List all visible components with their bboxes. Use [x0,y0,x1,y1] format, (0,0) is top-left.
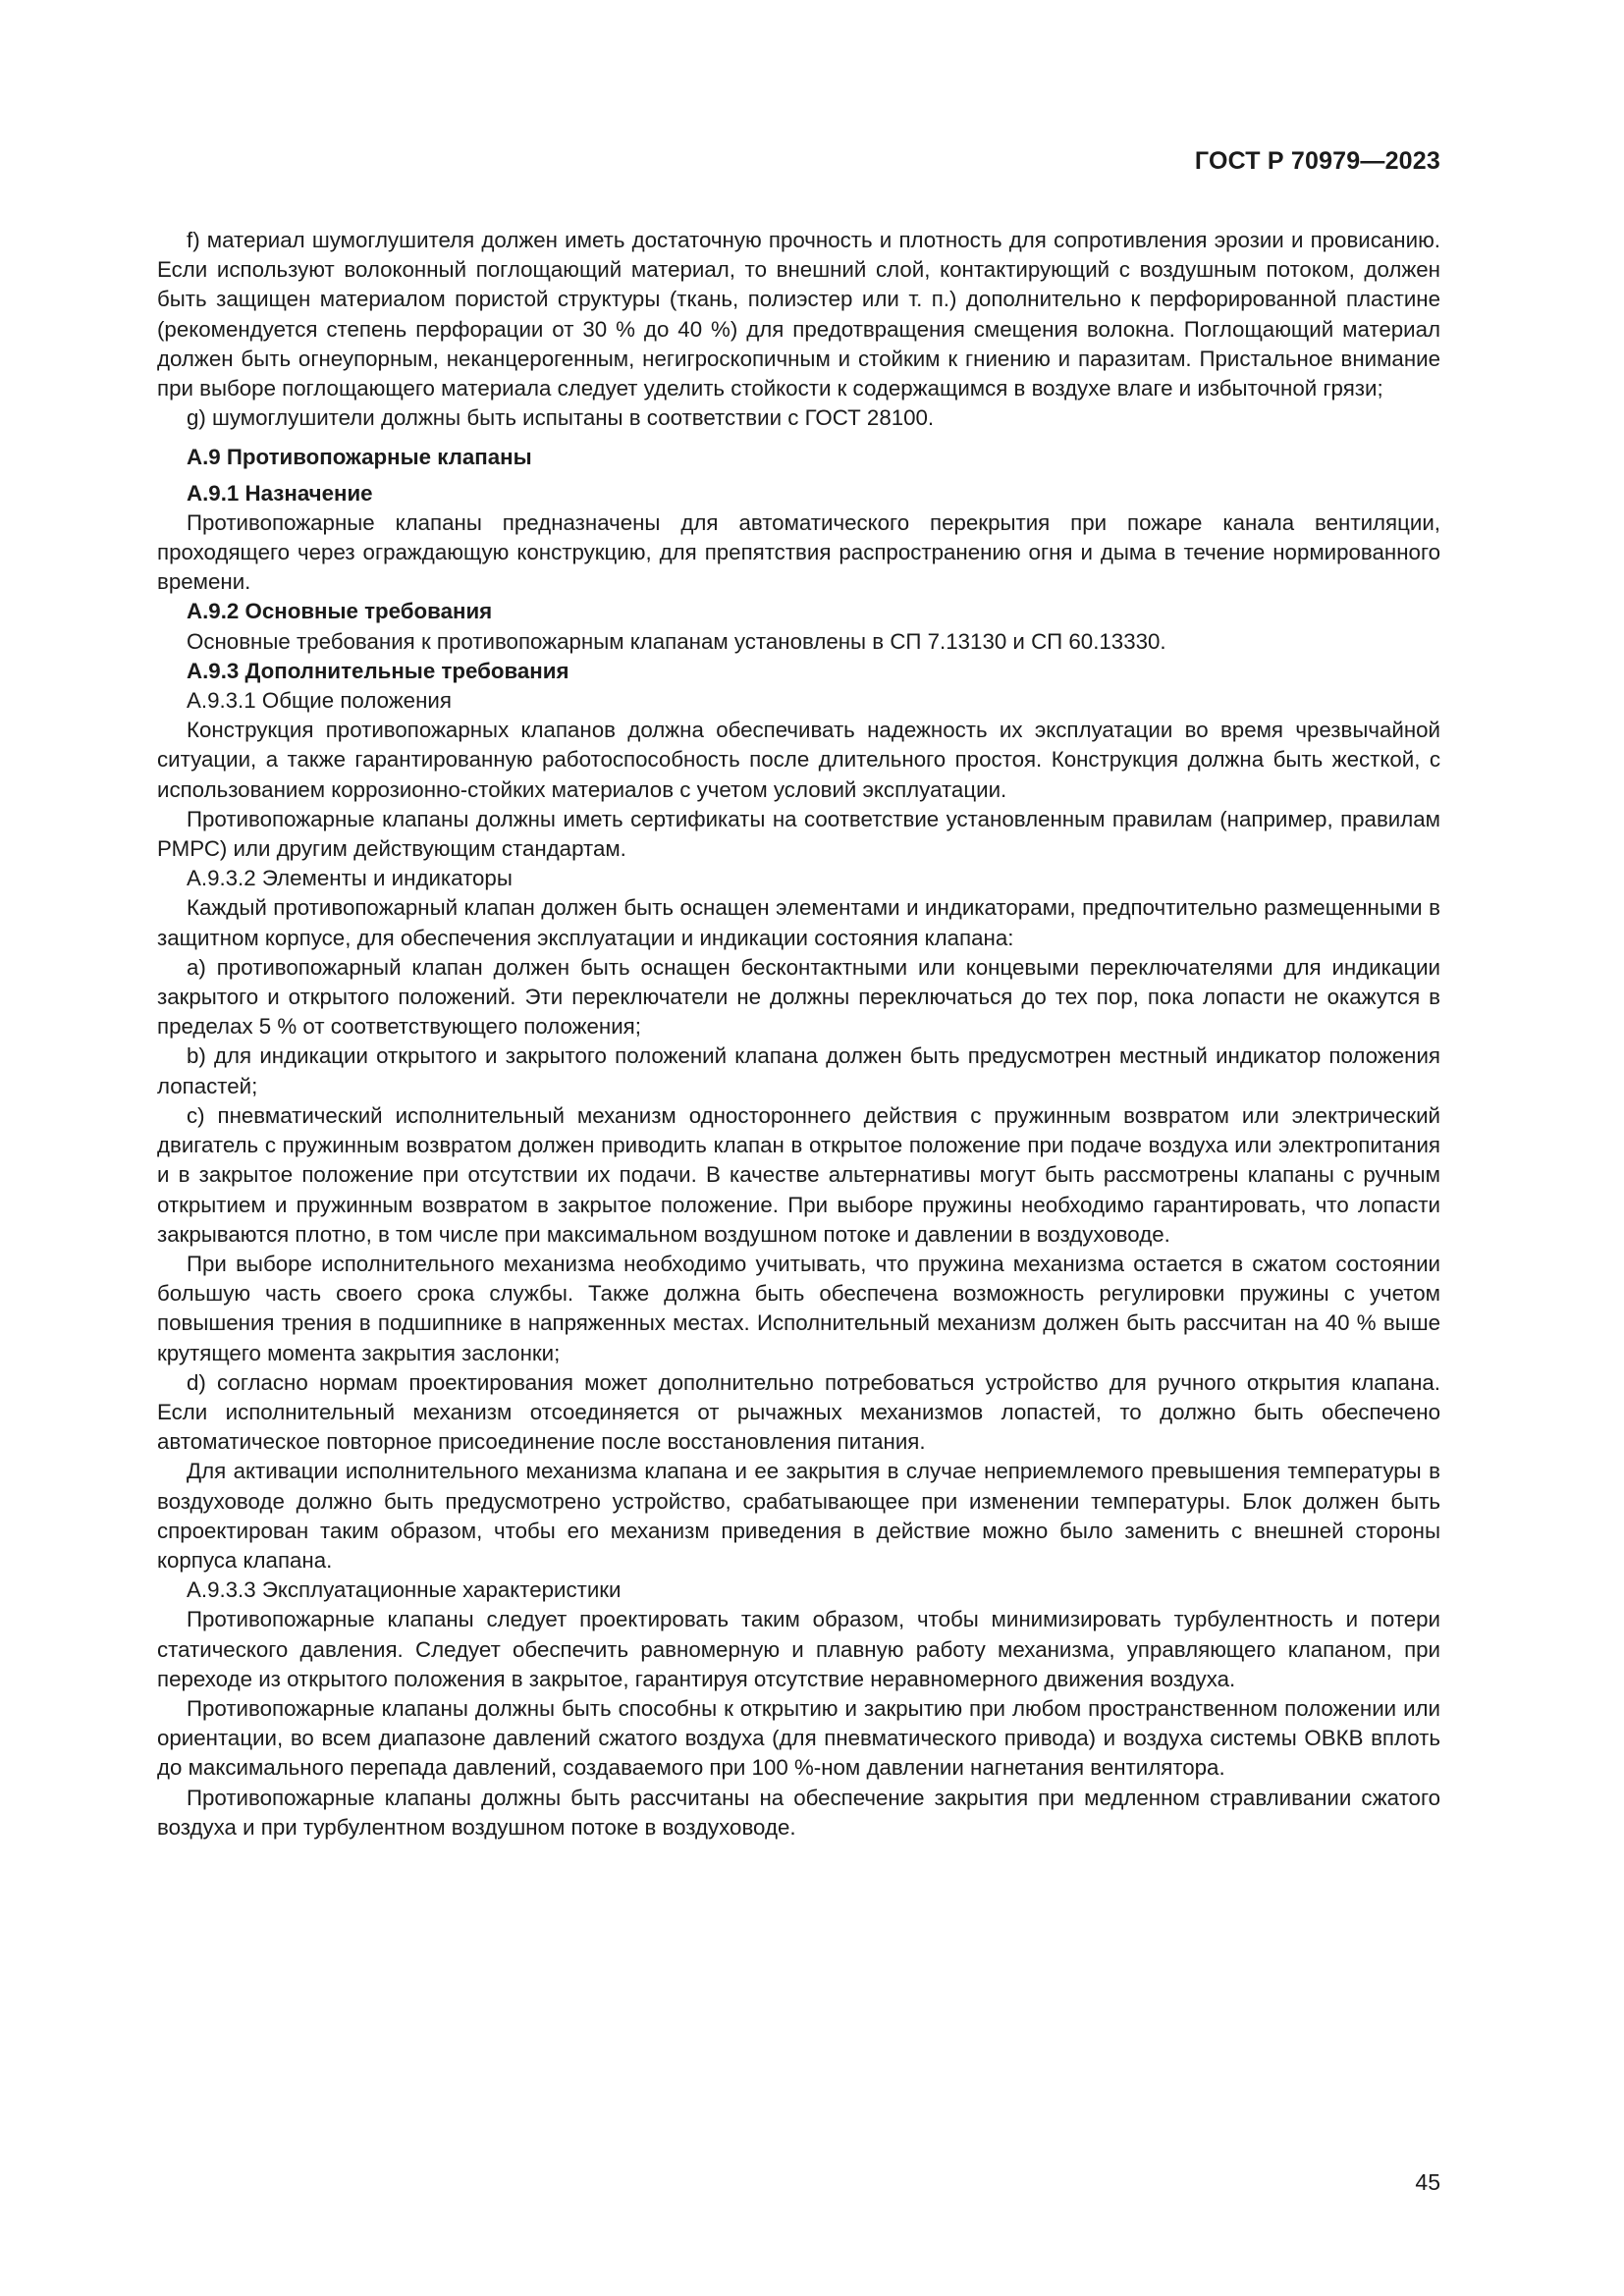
paragraph-a932-intro: Каждый противопожарный клапан должен быть оснащен элементами и индикаторами, предпочтительно размещенными в защитном корпусе, для обеспечения эксплуатации и индикации состояния клапана: [157,895,1440,950]
document-body [157,226,1440,1842]
page-number: 45 [1415,2169,1440,2195]
paragraph-a933-2: Противопожарные клапаны должны быть способны к открытию и закрытию при любом пространственном положении или ориентации, во всем диапазоне давлений сжатого воздуха (для пневматического привода) и воздуха системы ОВКВ вплоть до максимального перепада давлений, создаваемого при 100 %-ном давлении нагнетания вентилятора. [157,1695,1440,1781]
list-item-d: d) согласно нормам проектирования может дополнительно потребоваться устройство для ручного открытия клапана. Если исполнительный механизм отсоединяется от рычажных механизмов лопастей, то должно быть обеспечено автоматическое повторное присоединение после восстановления питания. [157,1369,1440,1455]
subsection-heading-a933: А.9.3.3 Эксплуатационные характеристики [187,1577,622,1603]
paragraph-c-continued: При выборе исполнительного механизма необходимо учитывать, что пружина механизма остается в сжатом состоянии большую часть своего срока службы. Также должна быть обеспечена возможность регулировки пружины с учетом повышения трения в подшипнике в напряженных местах. Исполнительный механизм должен быть рассчитан на 40 % выше крутящего момента закрытия заслонки; [157,1251,1440,1365]
paragraph-d-continued: Для активации исполнительного механизма клапана и ее закрытия в случае неприемлемого превышения температуры в воздуховоде должно быть предусмотрено устройство, срабатывающее при изменении температуры. Блок должен быть спроектирован таким образом, чтобы его механизм приведения в действие можно было заменить с внешней стороны корпуса клапана. [157,1459,1440,1573]
list-item-a: a) противопожарный клапан должен быть оснащен бесконтактными или концевыми переключателями для индикации закрытого и открытого положений. Эти переключатели не должны переключаться до тех пор, пока лопасти не окажутся в пределах 5 % от соответствующего положения; [157,954,1440,1040]
list-item-g: g) шумоглушители должны быть испытаны в соответствии с ГОСТ 28100. [187,405,935,431]
section-heading-a91: А.9.1 Назначение [187,480,373,506]
list-item-f: f) материал шумоглушителя должен иметь достаточную прочность и плотность для сопротивления эрозии и провисанию. Если используют волоконный поглощающий материал, то внешний слой, контактирующий с воздушным потоком, должен быть защищен материалом пористой структуры (ткань, полиэстер или т. п.) дополнительно к перфорированной пластине (рекомендуется степень перфорации от 30 % до 40 %) для предотвращения смещения волокна. Поглощающий материал должен быть огнеупорным, неканцерогенным, негигроскопичным и стойким к гниению и паразитам. Пристальное внимание при выборе поглощающего материала следует уделить стойкости к содержащимся в воздухе влаге и избыточной грязи; [157,228,1440,401]
list-item-c: c) пневматический исполнительный механизм одностороннего действия с пружинным возвратом или электрический двигатель с пружинным возвратом должен приводить клапан в открытое положение при подаче воздуха или электропитания и в закрытое положение при отсутствии их подачи. В качестве альтернативы могут быть рассмотрены клапаны с ручным открытием и пружинным возвратом в закрытое положение. При выборе пружины необходимо гарантировать, что лопасти закрываются плотно, в том числе при максимальном воздушном потоке и давлении в воздуховоде. [157,1102,1440,1247]
section-heading-a9: А.9 Противопожарные клапаны [187,445,532,470]
section-heading-a93: А.9.3 Дополнительные требования [187,658,569,683]
paragraph-a933-1: Противопожарные клапаны следует проектировать таким образом, чтобы минимизировать турбулентность и потери статического давления. Следует обеспечить равномерную и плавную работу механизма, управляющего клапаном, при переходе из открытого положения в закрытое, гарантируя отсутствие неравномерного движения воздуха. [157,1607,1440,1691]
list-item-b: b) для индикации открытого и закрытого положений клапана должен быть предусмотрен местный индикатор положения лопастей; [157,1043,1440,1098]
paragraph-a933-3: Противопожарные клапаны должны быть рассчитаны на обеспечение закрытия при медленном стравливании сжатого воздуха и при турбулентном воздушном потоке в воздуховоде. [157,1785,1440,1840]
paragraph-a91: Противопожарные клапаны предназначены для автоматического перекрытия при пожаре канала вентиляции, проходящего через ограждающую конструкцию, для препятствия распространению огня и дыма в течение нормированного времени. [157,509,1440,595]
paragraph-a931-1: Конструкция противопожарных клапанов должна обеспечивать надежность их эксплуатации во время чрезвычайной ситуации, а также гарантированную работоспособность после длительного простоя. Конструкция должна быть жесткой, с использованием коррозионно-стойких материалов с учетом условий эксплуатации. [157,718,1440,802]
subsection-heading-a932: А.9.3.2 Элементы и индикаторы [187,866,513,891]
paragraph-a92: Основные требования к противопожарным клапанам установлены в СП 7.13130 и СП 60.13330. [187,628,1166,654]
standard-code-header: ГОСТ Р 70979—2023 [1194,147,1440,175]
section-heading-a92: А.9.2 Основные требования [187,599,493,624]
subsection-heading-a931: А.9.3.1 Общие положения [187,688,452,714]
paragraph-a931-2: Противопожарные клапаны должны иметь сертификаты на соответствие установленным правилам (например, правилам РМРС) или другим действующим стандартам. [157,806,1440,862]
